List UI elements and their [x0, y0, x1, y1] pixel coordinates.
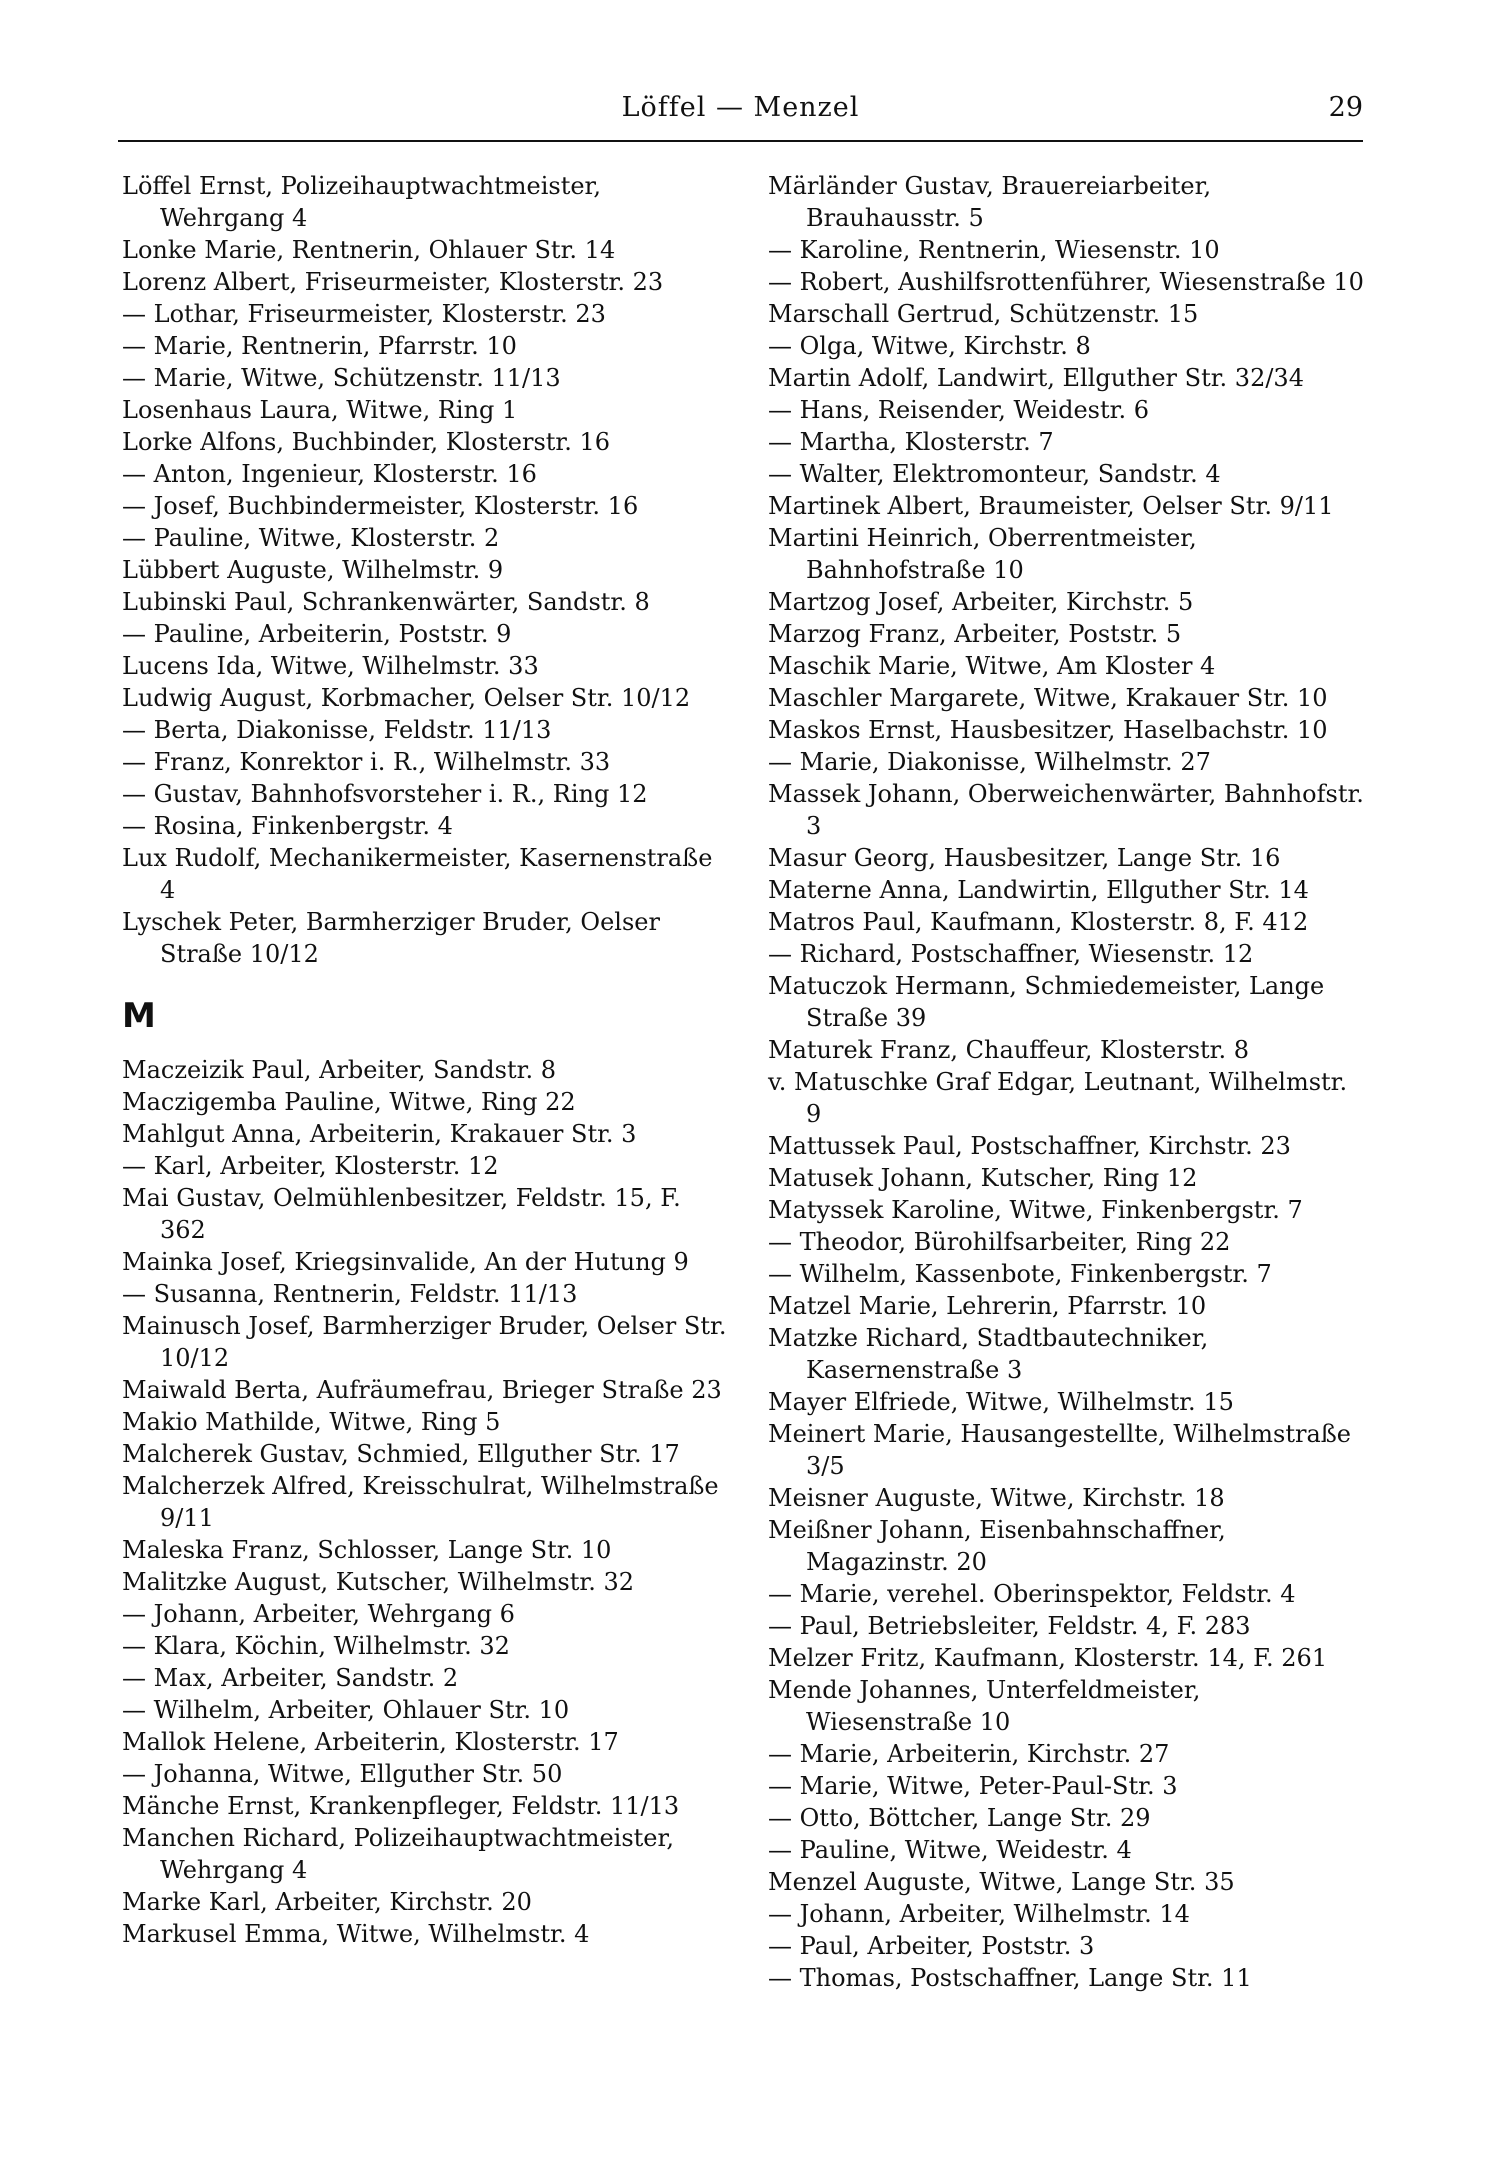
directory-entry: — Anton, Ingenieur, Klosterstr. 16 — [122, 460, 537, 488]
directory-entry: — Martha, Klosterstr. 7 — [768, 428, 1054, 456]
directory-entry: Mattussek Paul, Postschaffner, Kirchstr. 23 — [768, 1132, 1291, 1160]
directory-entry: Maschler Margarete, Witwe, Krakauer Str. 10 — [768, 684, 1328, 712]
directory-entry: Maiwald Berta, Aufräumefrau, Brieger Straße 23 — [122, 1376, 722, 1404]
directory-entry: — Marie, Diakonisse, Wilhelmstr. 27 — [768, 748, 1211, 776]
directory-entry: — Karl, Arbeiter, Klosterstr. 12 — [122, 1152, 499, 1180]
directory-entry: Markusel Emma, Witwe, Wilhelmstr. 4 — [122, 1920, 590, 1948]
directory-entry: Melzer Fritz, Kaufmann, Klosterstr. 14, F. 261 — [768, 1644, 1328, 1672]
directory-entry: Manchen Richard, Polizeihauptwachtmeister, Wehrgang 4 — [122, 1824, 674, 1884]
directory-entry: Matzel Marie, Lehrerin, Pfarrstr. 10 — [768, 1292, 1207, 1320]
directory-entry: Maczigemba Pauline, Witwe, Ring 22 — [122, 1088, 576, 1116]
directory-entry: — Johann, Arbeiter, Wehrgang 6 — [122, 1600, 515, 1628]
directory-entry: Mallok Helene, Arbeiterin, Klosterstr. 17 — [122, 1728, 619, 1756]
directory-entry: — Wilhelm, Kassenbote, Finkenbergstr. 7 — [768, 1260, 1272, 1288]
directory-entry: Mende Johannes, Unterfeldmeister, Wiesenstraße 10 — [768, 1676, 1201, 1736]
directory-entry: — Max, Arbeiter, Sandstr. 2 — [122, 1664, 459, 1692]
directory-entry: — Pauline, Witwe, Klosterstr. 2 — [122, 524, 500, 552]
directory-entry: Matzke Richard, Stadtbautechniker, Kasernenstraße 3 — [768, 1324, 1209, 1384]
directory-entry: Meißner Johann, Eisenbahnschaffner, Magazinstr. 20 — [768, 1516, 1226, 1576]
directory-entry: Massek Johann, Oberweichenwärter, Bahnhofstr. 3 — [768, 780, 1364, 840]
directory-entry: — Johann, Arbeiter, Wilhelmstr. 14 — [768, 1900, 1190, 1928]
directory-entry: — Thomas, Postschaffner, Lange Str. 11 — [768, 1964, 1252, 1992]
page-number: 29 — [1328, 92, 1363, 123]
directory-entry: — Marie, Arbeiterin, Kirchstr. 27 — [768, 1740, 1170, 1768]
directory-entry: Maczeizik Paul, Arbeiter, Sandstr. 8 — [122, 1056, 556, 1084]
directory-entry: — Josef, Buchbindermeister, Klosterstr. 16 — [122, 492, 639, 520]
directory-entry: Lux Rudolf, Mechanikermeister, Kasernenstraße 4 — [122, 844, 713, 904]
entries-m — [122, 1054, 732, 1950]
directory-entry: Martzog Josef, Arbeiter, Kirchstr. 5 — [768, 588, 1194, 616]
directory-entry: Materne Anna, Landwirtin, Ellguther Str. 14 — [768, 876, 1309, 904]
directory-entry: Marke Karl, Arbeiter, Kirchstr. 20 — [122, 1888, 532, 1916]
directory-entry: v. Matuschke Graf Edgar, Leutnant, Wilhelmstr. 9 — [768, 1068, 1348, 1128]
directory-entry: Lorenz Albert, Friseurmeister, Klosterstr. 23 — [122, 268, 664, 296]
section-letter: M — [122, 996, 156, 1036]
directory-entry: Malcherek Gustav, Schmied, Ellguther Str. 17 — [122, 1440, 680, 1468]
directory-entry: Marzog Franz, Arbeiter, Poststr. 5 — [768, 620, 1182, 648]
directory-entry: Löffel Ernst, Polizeihauptwachtmeister, Wehrgang 4 — [122, 172, 602, 232]
entries-m-continued — [768, 170, 1368, 1994]
right-column — [768, 170, 1368, 1994]
directory-entry: — Marie, Witwe, Schützenstr. 11/13 — [122, 364, 561, 392]
directory-entry: Märländer Gustav, Brauereiarbeiter, Brauhausstr. 5 — [768, 172, 1212, 232]
directory-entry: — Theodor, Bürohilfsarbeiter, Ring 22 — [768, 1228, 1231, 1256]
directory-entry: Lucens Ida, Witwe, Wilhelmstr. 33 — [122, 652, 539, 680]
directory-entry: — Rosina, Finkenbergstr. 4 — [122, 812, 453, 840]
directory-entry: Martinek Albert, Braumeister, Oelser Str. 9/11 — [768, 492, 1334, 520]
page-header — [118, 92, 1363, 136]
directory-entry: — Lothar, Friseurmeister, Klosterstr. 23 — [122, 300, 606, 328]
directory-entry: Matros Paul, Kaufmann, Klosterstr. 8, F. 412 — [768, 908, 1309, 936]
directory-entry: Marschall Gertrud, Schützenstr. 15 — [768, 300, 1199, 328]
directory-entry: Lorke Alfons, Buchbinder, Klosterstr. 16 — [122, 428, 611, 456]
directory-entry: Mai Gustav, Oelmühlenbesitzer, Feldstr. 15, F. 362 — [122, 1184, 681, 1244]
directory-entry: Martini Heinrich, Oberrentmeister, Bahnhofstraße 10 — [768, 524, 1197, 584]
directory-entry: Mainusch Josef, Barmherziger Bruder, Oelser Str. 10/12 — [122, 1312, 727, 1372]
directory-entry: — Paul, Arbeiter, Poststr. 3 — [768, 1932, 1095, 1960]
directory-entry: — Hans, Reisender, Weidestr. 6 — [768, 396, 1149, 424]
directory-entry: — Wilhelm, Arbeiter, Ohlauer Str. 10 — [122, 1696, 570, 1724]
directory-entry: — Olga, Witwe, Kirchstr. 8 — [768, 332, 1091, 360]
directory-entry: Makio Mathilde, Witwe, Ring 5 — [122, 1408, 501, 1436]
directory-entry: Meisner Auguste, Witwe, Kirchstr. 18 — [768, 1484, 1225, 1512]
directory-entry: Losenhaus Laura, Witwe, Ring 1 — [122, 396, 518, 424]
directory-entry: Lubinski Paul, Schrankenwärter, Sandstr. 8 — [122, 588, 650, 616]
directory-entry: Mayer Elfriede, Witwe, Wilhelmstr. 15 — [768, 1388, 1234, 1416]
directory-entry: — Franz, Konrektor i. R., Wilhelmstr. 33 — [122, 748, 611, 776]
directory-entry: Mahlgut Anna, Arbeiterin, Krakauer Str. 3 — [122, 1120, 637, 1148]
directory-entry: — Pauline, Arbeiterin, Poststr. 9 — [122, 620, 512, 648]
left-column — [122, 170, 732, 1950]
directory-entry: — Gustav, Bahnhofsvorsteher i. R., Ring 12 — [122, 780, 648, 808]
directory-entry: — Marie, Rentnerin, Pfarrstr. 10 — [122, 332, 517, 360]
running-head: Löffel — Menzel — [621, 92, 860, 123]
directory-entry: — Walter, Elektromonteur, Sandstr. 4 — [768, 460, 1221, 488]
directory-entry: Maschik Marie, Witwe, Am Kloster 4 — [768, 652, 1216, 680]
directory-entry: Lyschek Peter, Barmherziger Bruder, Oelser Straße 10/12 — [122, 908, 660, 968]
directory-entry: Lonke Marie, Rentnerin, Ohlauer Str. 14 — [122, 236, 616, 264]
directory-entry: — Otto, Böttcher, Lange Str. 29 — [768, 1804, 1151, 1832]
directory-entry: — Johanna, Witwe, Ellguther Str. 50 — [122, 1760, 563, 1788]
directory-entry: — Berta, Diakonisse, Feldstr. 11/13 — [122, 716, 552, 744]
directory-entry: Maskos Ernst, Hausbesitzer, Haselbachstr. 10 — [768, 716, 1328, 744]
directory-entry: — Robert, Aushilfsrottenführer, Wiesenstraße 10 — [768, 268, 1364, 296]
directory-entry: — Marie, Witwe, Peter-Paul-Str. 3 — [768, 1772, 1178, 1800]
directory-entry: — Klara, Köchin, Wilhelmstr. 32 — [122, 1632, 510, 1660]
directory-entry: — Karoline, Rentnerin, Wiesenstr. 10 — [768, 236, 1220, 264]
header-rule — [118, 140, 1363, 142]
directory-entry: Matyssek Karoline, Witwe, Finkenbergstr. 7 — [768, 1196, 1303, 1224]
directory-entry: — Richard, Postschaffner, Wiesenstr. 12 — [768, 940, 1254, 968]
entries-l — [122, 170, 732, 970]
directory-entry: Meinert Marie, Hausangestellte, Wilhelmstraße 3/5 — [768, 1420, 1351, 1480]
directory-entry: Ludwig August, Korbmacher, Oelser Str. 10/12 — [122, 684, 691, 712]
directory-entry: Matuczok Hermann, Schmiedemeister, Lange Straße 39 — [768, 972, 1325, 1032]
directory-entry: — Pauline, Witwe, Weidestr. 4 — [768, 1836, 1132, 1864]
directory-entry: Lübbert Auguste, Wilhelmstr. 9 — [122, 556, 504, 584]
directory-entry: Matusek Johann, Kutscher, Ring 12 — [768, 1164, 1198, 1192]
directory-entry: Maleska Franz, Schlosser, Lange Str. 10 — [122, 1536, 612, 1564]
directory-entry: Malcherzek Alfred, Kreisschulrat, Wilhelmstraße 9/11 — [122, 1472, 719, 1532]
directory-entry: Maturek Franz, Chauffeur, Klosterstr. 8 — [768, 1036, 1250, 1064]
directory-entry: — Susanna, Rentnerin, Feldstr. 11/13 — [122, 1280, 578, 1308]
directory-entry: Mänche Ernst, Krankenpfleger, Feldstr. 11/13 — [122, 1792, 680, 1820]
directory-entry: — Paul, Betriebsleiter, Feldstr. 4, F. 283 — [768, 1612, 1251, 1640]
directory-entry: Masur Georg, Hausbesitzer, Lange Str. 16 — [768, 844, 1281, 872]
directory-entry: Martin Adolf, Landwirt, Ellguther Str. 32/34 — [768, 364, 1304, 392]
directory-entry: — Marie, verehel. Oberinspektor, Feldstr. 4 — [768, 1580, 1296, 1608]
directory-entry: Menzel Auguste, Witwe, Lange Str. 35 — [768, 1868, 1235, 1896]
directory-entry: Malitzke August, Kutscher, Wilhelmstr. 32 — [122, 1568, 635, 1596]
directory-entry: Mainka Josef, Kriegsinvalide, An der Hutung 9 — [122, 1248, 689, 1276]
